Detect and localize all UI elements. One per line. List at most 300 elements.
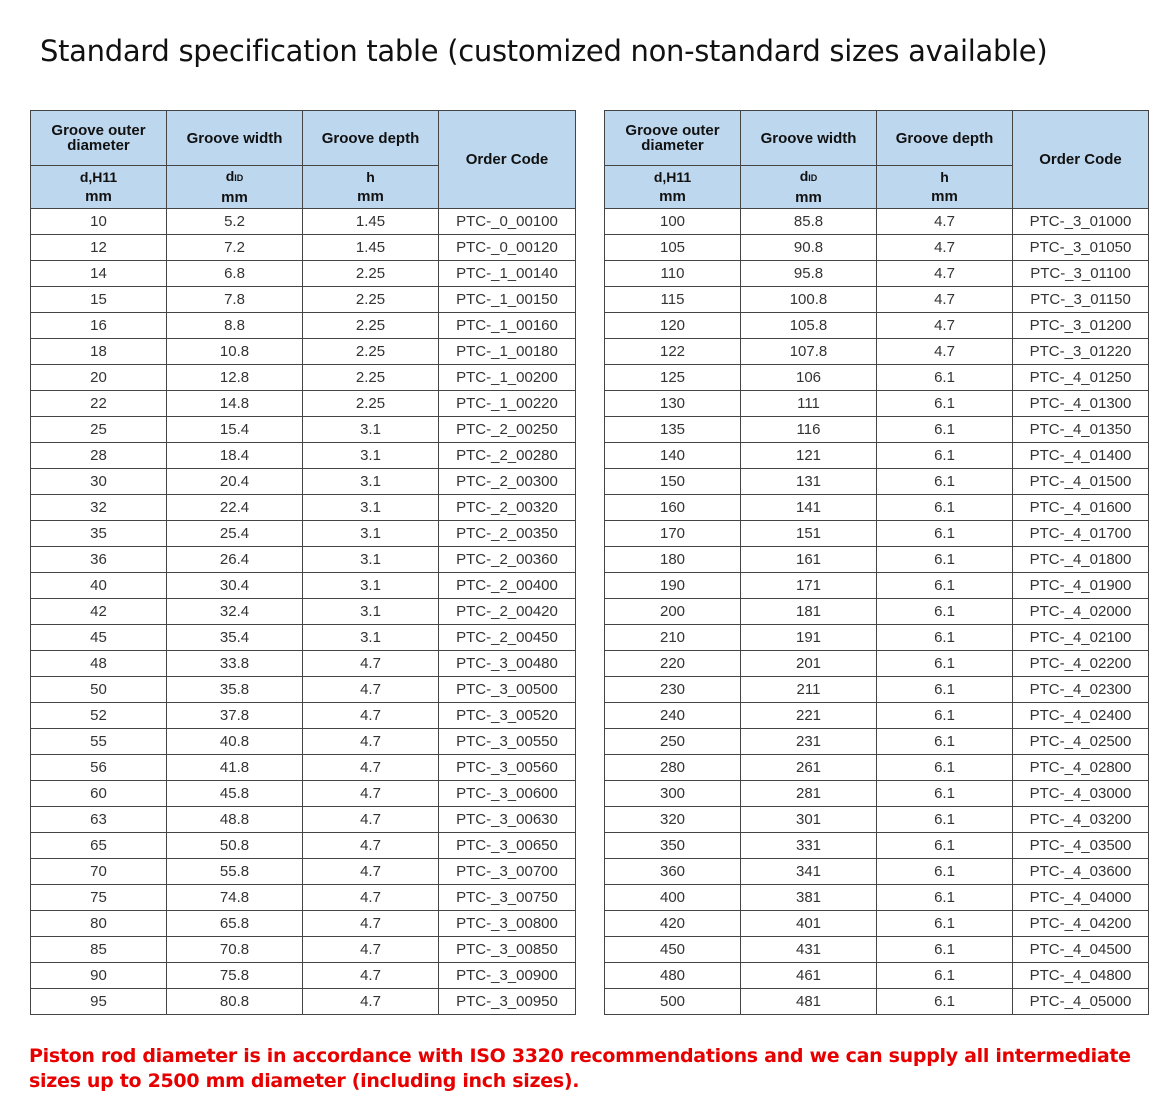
symbol-label: h bbox=[366, 169, 375, 185]
table-row bbox=[31, 365, 576, 391]
cell-groove-depth: 3.1 bbox=[303, 625, 439, 651]
col-header-groove-outer-diameter: Groove outer diameter bbox=[31, 111, 167, 166]
cell-order-code: PTC-_4_01350 bbox=[1013, 417, 1149, 443]
page-title: Standard specification table (customized non-standard sizes available) bbox=[40, 34, 1048, 68]
cell-groove-depth: 4.7 bbox=[303, 885, 439, 911]
cell-groove-width: 381 bbox=[741, 885, 877, 911]
cell-outer-diameter: 480 bbox=[605, 963, 741, 989]
spec-table-right bbox=[604, 110, 1149, 1015]
table-row bbox=[31, 521, 576, 547]
cell-groove-width: 40.8 bbox=[167, 729, 303, 755]
cell-order-code: PTC-_4_01250 bbox=[1013, 365, 1149, 391]
table-row bbox=[31, 885, 576, 911]
cell-groove-width: 90.8 bbox=[741, 235, 877, 261]
table-row bbox=[605, 859, 1149, 885]
cell-outer-diameter: 300 bbox=[605, 781, 741, 807]
unit-label: mm bbox=[931, 188, 958, 205]
table-row bbox=[605, 495, 1149, 521]
table-row bbox=[605, 833, 1149, 859]
cell-groove-depth: 2.25 bbox=[303, 365, 439, 391]
cell-outer-diameter: 400 bbox=[605, 885, 741, 911]
unit-cell bbox=[167, 166, 303, 209]
cell-groove-depth: 6.1 bbox=[877, 911, 1013, 937]
cell-outer-diameter: 32 bbox=[31, 495, 167, 521]
cell-outer-diameter: 10 bbox=[31, 209, 167, 235]
cell-groove-depth: 6.1 bbox=[877, 833, 1013, 859]
cell-outer-diameter: 180 bbox=[605, 547, 741, 573]
unit-label: mm bbox=[85, 188, 112, 205]
cell-order-code: PTC-_4_05000 bbox=[1013, 989, 1149, 1015]
cell-groove-depth: 4.7 bbox=[303, 807, 439, 833]
cell-outer-diameter: 420 bbox=[605, 911, 741, 937]
cell-order-code: PTC-_4_02500 bbox=[1013, 729, 1149, 755]
cell-groove-width: 171 bbox=[741, 573, 877, 599]
cell-order-code: PTC-_3_01050 bbox=[1013, 235, 1149, 261]
col-header-order-code: Order Code bbox=[1013, 111, 1149, 209]
table-row bbox=[605, 989, 1149, 1015]
cell-groove-depth: 2.25 bbox=[303, 287, 439, 313]
cell-groove-depth: 6.1 bbox=[877, 443, 1013, 469]
cell-groove-depth: 4.7 bbox=[877, 235, 1013, 261]
cell-groove-depth: 3.1 bbox=[303, 443, 439, 469]
cell-order-code: PTC-_3_00700 bbox=[439, 859, 576, 885]
table-row bbox=[605, 521, 1149, 547]
table-row bbox=[31, 651, 576, 677]
cell-groove-depth: 3.1 bbox=[303, 547, 439, 573]
table-row bbox=[605, 963, 1149, 989]
cell-groove-depth: 2.25 bbox=[303, 391, 439, 417]
cell-groove-width: 14.8 bbox=[167, 391, 303, 417]
table-row bbox=[605, 651, 1149, 677]
cell-groove-width: 401 bbox=[741, 911, 877, 937]
cell-groove-width: 211 bbox=[741, 677, 877, 703]
cell-outer-diameter: 56 bbox=[31, 755, 167, 781]
cell-groove-width: 331 bbox=[741, 833, 877, 859]
cell-outer-diameter: 90 bbox=[31, 963, 167, 989]
cell-outer-diameter: 25 bbox=[31, 417, 167, 443]
cell-order-code: PTC-_3_00520 bbox=[439, 703, 576, 729]
cell-outer-diameter: 360 bbox=[605, 859, 741, 885]
unit-label: mm bbox=[795, 189, 822, 206]
table-body bbox=[605, 209, 1149, 1015]
cell-groove-width: 35.4 bbox=[167, 625, 303, 651]
cell-groove-width: 74.8 bbox=[167, 885, 303, 911]
table-row bbox=[605, 365, 1149, 391]
cell-groove-width: 121 bbox=[741, 443, 877, 469]
cell-groove-width: 261 bbox=[741, 755, 877, 781]
cell-outer-diameter: 160 bbox=[605, 495, 741, 521]
cell-order-code: PTC-_3_01100 bbox=[1013, 261, 1149, 287]
table-row bbox=[605, 729, 1149, 755]
cell-order-code: PTC-_3_00630 bbox=[439, 807, 576, 833]
cell-groove-width: 5.2 bbox=[167, 209, 303, 235]
cell-groove-width: 22.4 bbox=[167, 495, 303, 521]
cell-outer-diameter: 42 bbox=[31, 599, 167, 625]
cell-outer-diameter: 55 bbox=[31, 729, 167, 755]
cell-groove-depth: 4.7 bbox=[303, 703, 439, 729]
cell-groove-width: 55.8 bbox=[167, 859, 303, 885]
cell-order-code: PTC-_2_00250 bbox=[439, 417, 576, 443]
cell-order-code: PTC-_4_04800 bbox=[1013, 963, 1149, 989]
cell-order-code: PTC-_4_04200 bbox=[1013, 911, 1149, 937]
table-row bbox=[605, 235, 1149, 261]
cell-groove-depth: 6.1 bbox=[877, 729, 1013, 755]
cell-outer-diameter: 200 bbox=[605, 599, 741, 625]
cell-outer-diameter: 30 bbox=[31, 469, 167, 495]
cell-order-code: PTC-_1_00180 bbox=[439, 339, 576, 365]
cell-order-code: PTC-_2_00350 bbox=[439, 521, 576, 547]
unit-cell bbox=[741, 166, 877, 209]
cell-outer-diameter: 60 bbox=[31, 781, 167, 807]
cell-groove-depth: 1.45 bbox=[303, 235, 439, 261]
cell-groove-depth: 6.1 bbox=[877, 703, 1013, 729]
table-row bbox=[31, 287, 576, 313]
cell-groove-width: 106 bbox=[741, 365, 877, 391]
cell-outer-diameter: 18 bbox=[31, 339, 167, 365]
unit-label: mm bbox=[221, 189, 248, 206]
cell-groove-depth: 4.7 bbox=[303, 651, 439, 677]
symbol-label: h bbox=[940, 169, 949, 185]
cell-groove-width: 75.8 bbox=[167, 963, 303, 989]
table-row bbox=[31, 989, 576, 1015]
cell-groove-depth: 6.1 bbox=[877, 937, 1013, 963]
table-row bbox=[605, 573, 1149, 599]
cell-outer-diameter: 52 bbox=[31, 703, 167, 729]
cell-groove-depth: 4.7 bbox=[303, 677, 439, 703]
unit-cell bbox=[31, 166, 167, 209]
table-row bbox=[605, 885, 1149, 911]
cell-groove-width: 7.8 bbox=[167, 287, 303, 313]
cell-order-code: PTC-_4_01800 bbox=[1013, 547, 1149, 573]
cell-outer-diameter: 350 bbox=[605, 833, 741, 859]
cell-order-code: PTC-_2_00450 bbox=[439, 625, 576, 651]
cell-groove-width: 32.4 bbox=[167, 599, 303, 625]
cell-groove-depth: 6.1 bbox=[877, 859, 1013, 885]
table-row bbox=[605, 287, 1149, 313]
cell-groove-depth: 3.1 bbox=[303, 417, 439, 443]
cell-groove-depth: 6.1 bbox=[877, 625, 1013, 651]
cell-groove-width: 18.4 bbox=[167, 443, 303, 469]
cell-order-code: PTC-_3_00500 bbox=[439, 677, 576, 703]
table-row bbox=[605, 781, 1149, 807]
cell-groove-width: 105.8 bbox=[741, 313, 877, 339]
cell-groove-width: 41.8 bbox=[167, 755, 303, 781]
cell-groove-width: 15.4 bbox=[167, 417, 303, 443]
table-row bbox=[31, 391, 576, 417]
cell-outer-diameter: 110 bbox=[605, 261, 741, 287]
cell-order-code: PTC-_4_01400 bbox=[1013, 443, 1149, 469]
table-row bbox=[31, 677, 576, 703]
cell-groove-width: 151 bbox=[741, 521, 877, 547]
cell-order-code: PTC-_4_03500 bbox=[1013, 833, 1149, 859]
cell-outer-diameter: 122 bbox=[605, 339, 741, 365]
cell-groove-depth: 3.1 bbox=[303, 599, 439, 625]
cell-order-code: PTC-_4_03600 bbox=[1013, 859, 1149, 885]
cell-order-code: PTC-_1_00160 bbox=[439, 313, 576, 339]
cell-outer-diameter: 48 bbox=[31, 651, 167, 677]
cell-groove-depth: 4.7 bbox=[877, 261, 1013, 287]
table-row bbox=[31, 261, 576, 287]
cell-groove-width: 70.8 bbox=[167, 937, 303, 963]
cell-groove-width: 50.8 bbox=[167, 833, 303, 859]
cell-order-code: PTC-_4_02800 bbox=[1013, 755, 1149, 781]
cell-groove-depth: 4.7 bbox=[303, 911, 439, 937]
cell-groove-width: 221 bbox=[741, 703, 877, 729]
symbol-subscript: ID bbox=[808, 173, 818, 183]
table-row bbox=[605, 625, 1149, 651]
cell-order-code: PTC-_4_01600 bbox=[1013, 495, 1149, 521]
cell-order-code: PTC-_4_02000 bbox=[1013, 599, 1149, 625]
cell-groove-depth: 3.1 bbox=[303, 469, 439, 495]
cell-order-code: PTC-_3_01000 bbox=[1013, 209, 1149, 235]
symbol-subscript: ID bbox=[234, 173, 244, 183]
table-row bbox=[605, 339, 1149, 365]
cell-groove-depth: 6.1 bbox=[877, 781, 1013, 807]
table-row bbox=[31, 911, 576, 937]
cell-outer-diameter: 170 bbox=[605, 521, 741, 547]
cell-outer-diameter: 95 bbox=[31, 989, 167, 1015]
cell-groove-depth: 2.25 bbox=[303, 261, 439, 287]
cell-groove-width: 481 bbox=[741, 989, 877, 1015]
cell-groove-width: 65.8 bbox=[167, 911, 303, 937]
table-body bbox=[31, 209, 576, 1015]
cell-groove-width: 100.8 bbox=[741, 287, 877, 313]
cell-groove-depth: 4.7 bbox=[303, 755, 439, 781]
table-row bbox=[605, 703, 1149, 729]
cell-outer-diameter: 115 bbox=[605, 287, 741, 313]
cell-outer-diameter: 135 bbox=[605, 417, 741, 443]
cell-groove-width: 85.8 bbox=[741, 209, 877, 235]
cell-groove-width: 431 bbox=[741, 937, 877, 963]
cell-order-code: PTC-_4_04000 bbox=[1013, 885, 1149, 911]
cell-order-code: PTC-_2_00400 bbox=[439, 573, 576, 599]
footnote-warning: Piston rod diameter is in accordance with ISO 3320 recommendations and we can supply all intermediate sizes up to 2500 mm diameter (including inch sizes). bbox=[29, 1045, 1131, 1092]
table-row bbox=[31, 469, 576, 495]
cell-outer-diameter: 120 bbox=[605, 313, 741, 339]
cell-groove-depth: 6.1 bbox=[877, 963, 1013, 989]
cell-order-code: PTC-_4_03200 bbox=[1013, 807, 1149, 833]
cell-groove-width: 10.8 bbox=[167, 339, 303, 365]
cell-order-code: PTC-_4_02300 bbox=[1013, 677, 1149, 703]
table-row bbox=[31, 599, 576, 625]
cell-outer-diameter: 130 bbox=[605, 391, 741, 417]
cell-groove-width: 281 bbox=[741, 781, 877, 807]
symbol-label bbox=[167, 166, 302, 188]
cell-outer-diameter: 14 bbox=[31, 261, 167, 287]
symbol-label: d,H11 bbox=[79, 169, 118, 185]
cell-groove-depth: 2.25 bbox=[303, 339, 439, 365]
cell-groove-width: 95.8 bbox=[741, 261, 877, 287]
symbol-label: d,H11 bbox=[653, 169, 692, 185]
table-row bbox=[31, 781, 576, 807]
cell-groove-depth: 4.7 bbox=[303, 833, 439, 859]
table-row bbox=[31, 625, 576, 651]
cell-order-code: PTC-_4_01300 bbox=[1013, 391, 1149, 417]
cell-outer-diameter: 450 bbox=[605, 937, 741, 963]
table-row bbox=[605, 391, 1149, 417]
cell-groove-depth: 6.1 bbox=[877, 365, 1013, 391]
cell-outer-diameter: 230 bbox=[605, 677, 741, 703]
cell-outer-diameter: 65 bbox=[31, 833, 167, 859]
cell-groove-depth: 4.7 bbox=[303, 729, 439, 755]
cell-groove-width: 231 bbox=[741, 729, 877, 755]
table-row bbox=[605, 417, 1149, 443]
cell-order-code: PTC-_4_01700 bbox=[1013, 521, 1149, 547]
table-row bbox=[605, 677, 1149, 703]
table-row bbox=[605, 547, 1149, 573]
cell-groove-width: 107.8 bbox=[741, 339, 877, 365]
cell-order-code: PTC-_3_01220 bbox=[1013, 339, 1149, 365]
cell-order-code: PTC-_1_00200 bbox=[439, 365, 576, 391]
cell-outer-diameter: 280 bbox=[605, 755, 741, 781]
cell-groove-depth: 6.1 bbox=[877, 885, 1013, 911]
cell-outer-diameter: 70 bbox=[31, 859, 167, 885]
cell-order-code: PTC-_3_00850 bbox=[439, 937, 576, 963]
cell-groove-width: 7.2 bbox=[167, 235, 303, 261]
table-row bbox=[605, 313, 1149, 339]
cell-outer-diameter: 15 bbox=[31, 287, 167, 313]
cell-order-code: PTC-_1_00220 bbox=[439, 391, 576, 417]
cell-order-code: PTC-_3_00480 bbox=[439, 651, 576, 677]
cell-outer-diameter: 75 bbox=[31, 885, 167, 911]
table-row bbox=[31, 443, 576, 469]
cell-groove-width: 37.8 bbox=[167, 703, 303, 729]
cell-order-code: PTC-_3_01200 bbox=[1013, 313, 1149, 339]
cell-groove-depth: 6.1 bbox=[877, 521, 1013, 547]
cell-outer-diameter: 80 bbox=[31, 911, 167, 937]
spec-table-left bbox=[30, 110, 576, 1015]
cell-order-code: PTC-_4_02400 bbox=[1013, 703, 1149, 729]
symbol-label bbox=[741, 166, 876, 188]
col-header-groove-depth: Groove depth bbox=[877, 111, 1013, 166]
cell-groove-width: 45.8 bbox=[167, 781, 303, 807]
cell-groove-depth: 6.1 bbox=[877, 495, 1013, 521]
unit-cell bbox=[877, 166, 1013, 209]
cell-order-code: PTC-_3_00900 bbox=[439, 963, 576, 989]
cell-order-code: PTC-_1_00150 bbox=[439, 287, 576, 313]
cell-groove-width: 116 bbox=[741, 417, 877, 443]
table-row bbox=[605, 755, 1149, 781]
cell-outer-diameter: 250 bbox=[605, 729, 741, 755]
cell-outer-diameter: 190 bbox=[605, 573, 741, 599]
cell-groove-depth: 6.1 bbox=[877, 573, 1013, 599]
cell-groove-width: 161 bbox=[741, 547, 877, 573]
cell-order-code: PTC-_3_00550 bbox=[439, 729, 576, 755]
cell-order-code: PTC-_0_00100 bbox=[439, 209, 576, 235]
cell-outer-diameter: 125 bbox=[605, 365, 741, 391]
cell-order-code: PTC-_4_01900 bbox=[1013, 573, 1149, 599]
table-row bbox=[31, 729, 576, 755]
cell-outer-diameter: 140 bbox=[605, 443, 741, 469]
unit-cell bbox=[605, 166, 741, 209]
cell-groove-depth: 4.7 bbox=[303, 937, 439, 963]
cell-outer-diameter: 20 bbox=[31, 365, 167, 391]
cell-order-code: PTC-_3_00800 bbox=[439, 911, 576, 937]
cell-outer-diameter: 35 bbox=[31, 521, 167, 547]
cell-outer-diameter: 28 bbox=[31, 443, 167, 469]
cell-groove-width: 26.4 bbox=[167, 547, 303, 573]
table-row bbox=[31, 859, 576, 885]
cell-order-code: PTC-_4_02200 bbox=[1013, 651, 1149, 677]
cell-order-code: PTC-_3_00650 bbox=[439, 833, 576, 859]
cell-groove-depth: 6.1 bbox=[877, 989, 1013, 1015]
cell-groove-width: 131 bbox=[741, 469, 877, 495]
cell-groove-depth: 6.1 bbox=[877, 599, 1013, 625]
cell-order-code: PTC-_2_00320 bbox=[439, 495, 576, 521]
cell-outer-diameter: 320 bbox=[605, 807, 741, 833]
unit-label: mm bbox=[357, 188, 384, 205]
cell-order-code: PTC-_2_00280 bbox=[439, 443, 576, 469]
table-row bbox=[31, 963, 576, 989]
unit-label: mm bbox=[659, 188, 686, 205]
table-row bbox=[605, 209, 1149, 235]
table-row bbox=[31, 573, 576, 599]
table-row bbox=[605, 599, 1149, 625]
cell-order-code: PTC-_2_00420 bbox=[439, 599, 576, 625]
symbol-main: d bbox=[225, 168, 235, 184]
unit-cell bbox=[303, 166, 439, 209]
cell-outer-diameter: 12 bbox=[31, 235, 167, 261]
col-header-groove-outer-diameter: Groove outer diameter bbox=[605, 111, 741, 166]
cell-outer-diameter: 22 bbox=[31, 391, 167, 417]
cell-outer-diameter: 220 bbox=[605, 651, 741, 677]
cell-outer-diameter: 50 bbox=[31, 677, 167, 703]
cell-outer-diameter: 500 bbox=[605, 989, 741, 1015]
cell-outer-diameter: 36 bbox=[31, 547, 167, 573]
cell-order-code: PTC-_3_00600 bbox=[439, 781, 576, 807]
table-row bbox=[31, 339, 576, 365]
cell-groove-depth: 4.7 bbox=[303, 859, 439, 885]
table-row bbox=[31, 755, 576, 781]
cell-groove-width: 8.8 bbox=[167, 313, 303, 339]
cell-groove-width: 141 bbox=[741, 495, 877, 521]
cell-groove-depth: 6.1 bbox=[877, 807, 1013, 833]
cell-groove-width: 341 bbox=[741, 859, 877, 885]
col-header-groove-width: Groove width bbox=[167, 111, 303, 166]
table-row bbox=[605, 937, 1149, 963]
cell-order-code: PTC-_2_00360 bbox=[439, 547, 576, 573]
cell-groove-width: 301 bbox=[741, 807, 877, 833]
cell-order-code: PTC-_3_01150 bbox=[1013, 287, 1149, 313]
cell-groove-depth: 6.1 bbox=[877, 391, 1013, 417]
cell-groove-width: 191 bbox=[741, 625, 877, 651]
cell-groove-depth: 2.25 bbox=[303, 313, 439, 339]
cell-groove-width: 25.4 bbox=[167, 521, 303, 547]
table-row bbox=[31, 417, 576, 443]
cell-outer-diameter: 210 bbox=[605, 625, 741, 651]
cell-order-code: PTC-_2_00300 bbox=[439, 469, 576, 495]
table-row bbox=[31, 937, 576, 963]
table-row bbox=[31, 313, 576, 339]
cell-groove-depth: 3.1 bbox=[303, 573, 439, 599]
cell-order-code: PTC-_0_00120 bbox=[439, 235, 576, 261]
cell-groove-depth: 6.1 bbox=[877, 651, 1013, 677]
col-header-groove-width: Groove width bbox=[741, 111, 877, 166]
cell-groove-depth: 1.45 bbox=[303, 209, 439, 235]
table-row bbox=[605, 807, 1149, 833]
cell-groove-depth: 4.7 bbox=[877, 287, 1013, 313]
table-row bbox=[605, 911, 1149, 937]
cell-groove-depth: 4.7 bbox=[877, 209, 1013, 235]
cell-groove-depth: 3.1 bbox=[303, 495, 439, 521]
cell-groove-width: 48.8 bbox=[167, 807, 303, 833]
cell-groove-width: 30.4 bbox=[167, 573, 303, 599]
cell-groove-width: 6.8 bbox=[167, 261, 303, 287]
table-row bbox=[31, 807, 576, 833]
cell-outer-diameter: 85 bbox=[31, 937, 167, 963]
cell-groove-depth: 3.1 bbox=[303, 521, 439, 547]
table-row bbox=[31, 495, 576, 521]
